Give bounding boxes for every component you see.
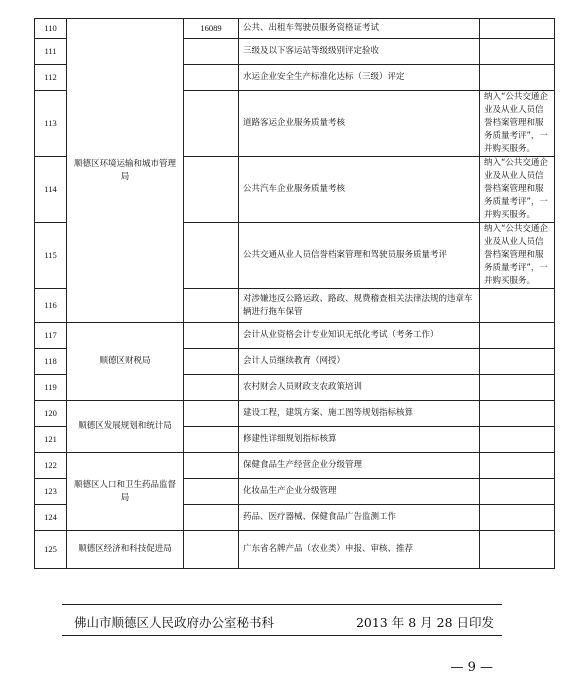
row-number: 123 bbox=[35, 479, 67, 505]
page-number: — 9 — bbox=[450, 660, 493, 675]
item-code bbox=[184, 157, 239, 223]
item-code bbox=[184, 65, 239, 91]
item-note bbox=[480, 289, 555, 323]
item-name: 公共交通从业人员信誉档案管理和驾驶员服务质量考评 bbox=[239, 223, 480, 289]
item-code: 16089 bbox=[184, 19, 239, 39]
footer bbox=[74, 613, 494, 631]
item-note bbox=[480, 505, 555, 531]
footer-issuer: 佛山市顺德区人民政府办公室秘书科 bbox=[74, 615, 275, 630]
department-tech: 顺德区经济和科技促进局 bbox=[67, 531, 184, 569]
item-note bbox=[480, 479, 555, 505]
row-number: 113 bbox=[35, 91, 67, 157]
item-note: 纳入“公共交通企业及从业人员信誉档案管理和服务质量考评”，一并购买服务。 bbox=[480, 223, 555, 289]
table-row bbox=[35, 19, 555, 39]
department-transport: 顺德区环境运输和城市管理局 bbox=[67, 19, 184, 323]
row-number: 120 bbox=[35, 401, 67, 427]
item-note bbox=[480, 401, 555, 427]
item-name: 道路客运企业服务质量考核 bbox=[239, 91, 480, 157]
item-note bbox=[480, 375, 555, 401]
item-note bbox=[480, 323, 555, 349]
items-table bbox=[34, 18, 555, 569]
row-number: 112 bbox=[35, 65, 67, 91]
item-code bbox=[184, 479, 239, 505]
item-note bbox=[480, 427, 555, 453]
item-name: 药品、医疗器械、保健食品广告监测工作 bbox=[239, 505, 480, 531]
item-name: 水运企业安全生产标准化达标（三级）评定 bbox=[239, 65, 480, 91]
item-code bbox=[184, 531, 239, 569]
item-name: 建设工程，建筑方案、施工图等规划指标核算 bbox=[239, 401, 480, 427]
item-name: 修建性详细规划指标核算 bbox=[239, 427, 480, 453]
item-code bbox=[184, 401, 239, 427]
row-number: 115 bbox=[35, 223, 67, 289]
item-code bbox=[184, 349, 239, 375]
department-planning: 顺德区发展规划和统计局 bbox=[67, 401, 184, 453]
item-note bbox=[480, 349, 555, 375]
item-name: 会计人员继续教育（网授） bbox=[239, 349, 480, 375]
item-name: 保健食品生产经营企业分级管理 bbox=[239, 453, 480, 479]
item-name: 会计从业资格会计专业知识无纸化考试（考务工作） bbox=[239, 323, 480, 349]
item-code bbox=[184, 505, 239, 531]
item-note bbox=[480, 19, 555, 39]
row-number: 117 bbox=[35, 323, 67, 349]
item-name: 公共、出租车驾驶员服务资格证考试 bbox=[239, 19, 480, 39]
item-name: 对涉嫌违反公路运政、路政、规费稽查相关法律法规的违章车辆进行拖车保管 bbox=[239, 289, 480, 323]
row-number: 110 bbox=[35, 19, 67, 39]
item-note bbox=[480, 39, 555, 65]
item-name: 广东省名牌产品（农业类）申报、审核、推荐 bbox=[239, 531, 480, 569]
item-note: 纳入“公共交通企业及从业人员信誉档案管理和服务质量考评”，一并购买服务。 bbox=[480, 157, 555, 223]
row-number: 118 bbox=[35, 349, 67, 375]
item-note bbox=[480, 65, 555, 91]
row-number: 122 bbox=[35, 453, 67, 479]
table-row bbox=[35, 531, 555, 569]
table-row bbox=[35, 401, 555, 427]
item-note bbox=[480, 531, 555, 569]
item-name: 三级及以下客运站等级级别评定验收 bbox=[239, 39, 480, 65]
item-code bbox=[184, 427, 239, 453]
department-health: 顺德区人口和卫生药品监督局 bbox=[67, 453, 184, 531]
footer-date: 2013 年 8 月 28 日印发 bbox=[355, 615, 494, 630]
row-number: 124 bbox=[35, 505, 67, 531]
item-code bbox=[184, 453, 239, 479]
item-code bbox=[184, 91, 239, 157]
table-row bbox=[35, 453, 555, 479]
item-code bbox=[184, 39, 239, 65]
footer-bottom-rule bbox=[62, 635, 502, 636]
item-name: 农村财会人员财政支农政策培训 bbox=[239, 375, 480, 401]
item-name: 公共汽车企业服务质量考核 bbox=[239, 157, 480, 223]
table-row bbox=[35, 323, 555, 349]
row-number: 111 bbox=[35, 39, 67, 65]
row-number: 116 bbox=[35, 289, 67, 323]
row-number: 121 bbox=[35, 427, 67, 453]
item-code bbox=[184, 323, 239, 349]
footer-top-rule bbox=[62, 604, 502, 605]
item-name: 化妆品生产企业分级管理 bbox=[239, 479, 480, 505]
item-note bbox=[480, 453, 555, 479]
department-tax: 顺德区财税局 bbox=[67, 323, 184, 401]
item-code bbox=[184, 375, 239, 401]
row-number: 119 bbox=[35, 375, 67, 401]
row-number: 114 bbox=[35, 157, 67, 223]
row-number: 125 bbox=[35, 531, 67, 569]
item-code bbox=[184, 289, 239, 323]
item-note: 纳入“公共交通企业及从业人员信誉档案管理和服务质量考评”，一并购买服务。 bbox=[480, 91, 555, 157]
item-code bbox=[184, 223, 239, 289]
